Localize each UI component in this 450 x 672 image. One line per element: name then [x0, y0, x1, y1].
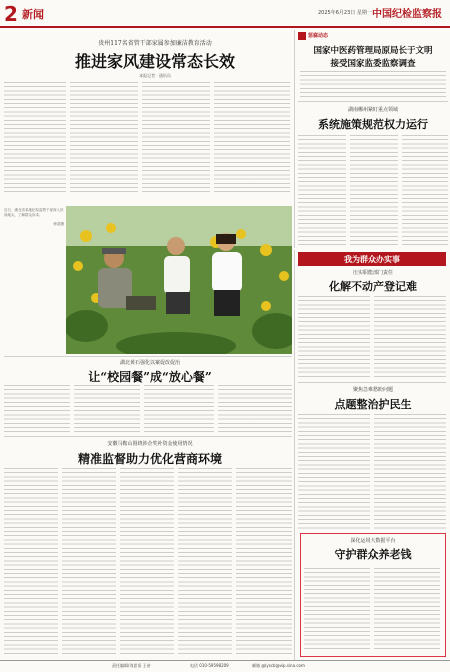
right-lower-col-2 [374, 296, 446, 380]
issue-date: 2025年6月23日 星期一 [318, 10, 372, 16]
right-kicker-1: 压实职能部门责任 [352, 270, 393, 276]
right-mid-headline: 系统施策规范权力运行 [318, 118, 428, 131]
box-headline: 守护群众养老钱 [334, 548, 412, 561]
right-headline-2: 点题整治护民生 [334, 398, 412, 411]
lead-col-4 [214, 82, 290, 194]
right-mid-col-3 [402, 135, 448, 247]
right-lower-col-1 [298, 296, 370, 380]
bottom-headline: 精准监督助力优化营商环境 [77, 452, 222, 466]
right-lower-rule [298, 382, 446, 383]
photo-credit: 韩超摄 [53, 222, 64, 226]
right-mid-col-1 [298, 135, 346, 247]
section-title: 新闻 [22, 8, 44, 21]
column-divider [294, 30, 295, 248]
lead-col-1 [4, 82, 66, 194]
right-lower-col-3 [298, 414, 370, 530]
right-top-headline-1: 国家中医药管理局原局长于文明 [313, 46, 433, 56]
right-top-headline-2: 接受国家监委监察调查 [330, 59, 416, 69]
field-photo-illustration [66, 206, 292, 354]
field-photo [66, 206, 292, 354]
box-col-2 [374, 568, 440, 652]
right-lower-col-4 [374, 414, 446, 530]
mid-rule [4, 356, 292, 357]
right-kicker-2: 聚焦急难愁盼问题 [352, 387, 393, 393]
mid-col-1 [4, 385, 70, 433]
right-top-text [300, 71, 446, 99]
mid-col-2 [74, 385, 140, 433]
footer-email: 邮箱 @lyscb@vip.sina.com [252, 663, 305, 668]
right-headline-1: 化解不动产登记难 [329, 280, 417, 293]
lead-kicker: 贵州117名省管干部家属参加廉洁教育活动 [98, 40, 212, 47]
mid-col-4 [218, 385, 292, 433]
boxed-article [300, 533, 446, 657]
photo-caption-block [4, 208, 64, 328]
bottom-col-4 [178, 468, 232, 656]
lead-col-2 [70, 82, 138, 194]
newspaper-logo: 中国纪检监察报 [372, 9, 442, 20]
bottom-col-1 [4, 468, 58, 656]
photo-caption: 近日，湖北省某地纪检监察干部深入田间地头，了解群众诉求。 [4, 208, 64, 217]
right-top-rule [298, 101, 448, 102]
footer-phone: 电话 010-59598209 [190, 663, 229, 668]
box-kicker: 深化运用大数据平台 [350, 538, 396, 544]
footer-rule [0, 660, 450, 661]
mid-kicker: 湖北黄石强化以案促改促治 [119, 360, 180, 366]
lead-headline: 推进家风建设常态长效 [74, 52, 235, 71]
tag-marker-icon [298, 32, 306, 40]
right-mid-col-2 [350, 135, 398, 247]
page-number: 2 [4, 2, 18, 26]
bottom-col-2 [62, 468, 116, 656]
right-top-tag: 惩腐动态 [308, 33, 329, 39]
bottom-col-5 [236, 468, 292, 656]
bottom-kicker: 安徽马鞍山围绕涉企奖补资金使用情况 [107, 441, 193, 447]
bottom-col-3 [120, 468, 174, 656]
mid-headline: 让“校园餐”成“放心餐” [88, 370, 212, 384]
box-col-1 [304, 568, 370, 652]
section-banner: 我为群众办实事 [298, 252, 446, 266]
right-mid-kicker: 湖南郴州紧盯重点领域 [347, 107, 398, 113]
lead-col-3 [142, 82, 210, 194]
footer-editor: 责任编辑/刘思语 王帝 [112, 663, 151, 668]
bottom-rule [4, 436, 292, 437]
lead-byline: 本报记者 · 通讯员 [139, 73, 171, 78]
right-column-divider [294, 250, 295, 660]
mid-col-3 [144, 385, 214, 433]
